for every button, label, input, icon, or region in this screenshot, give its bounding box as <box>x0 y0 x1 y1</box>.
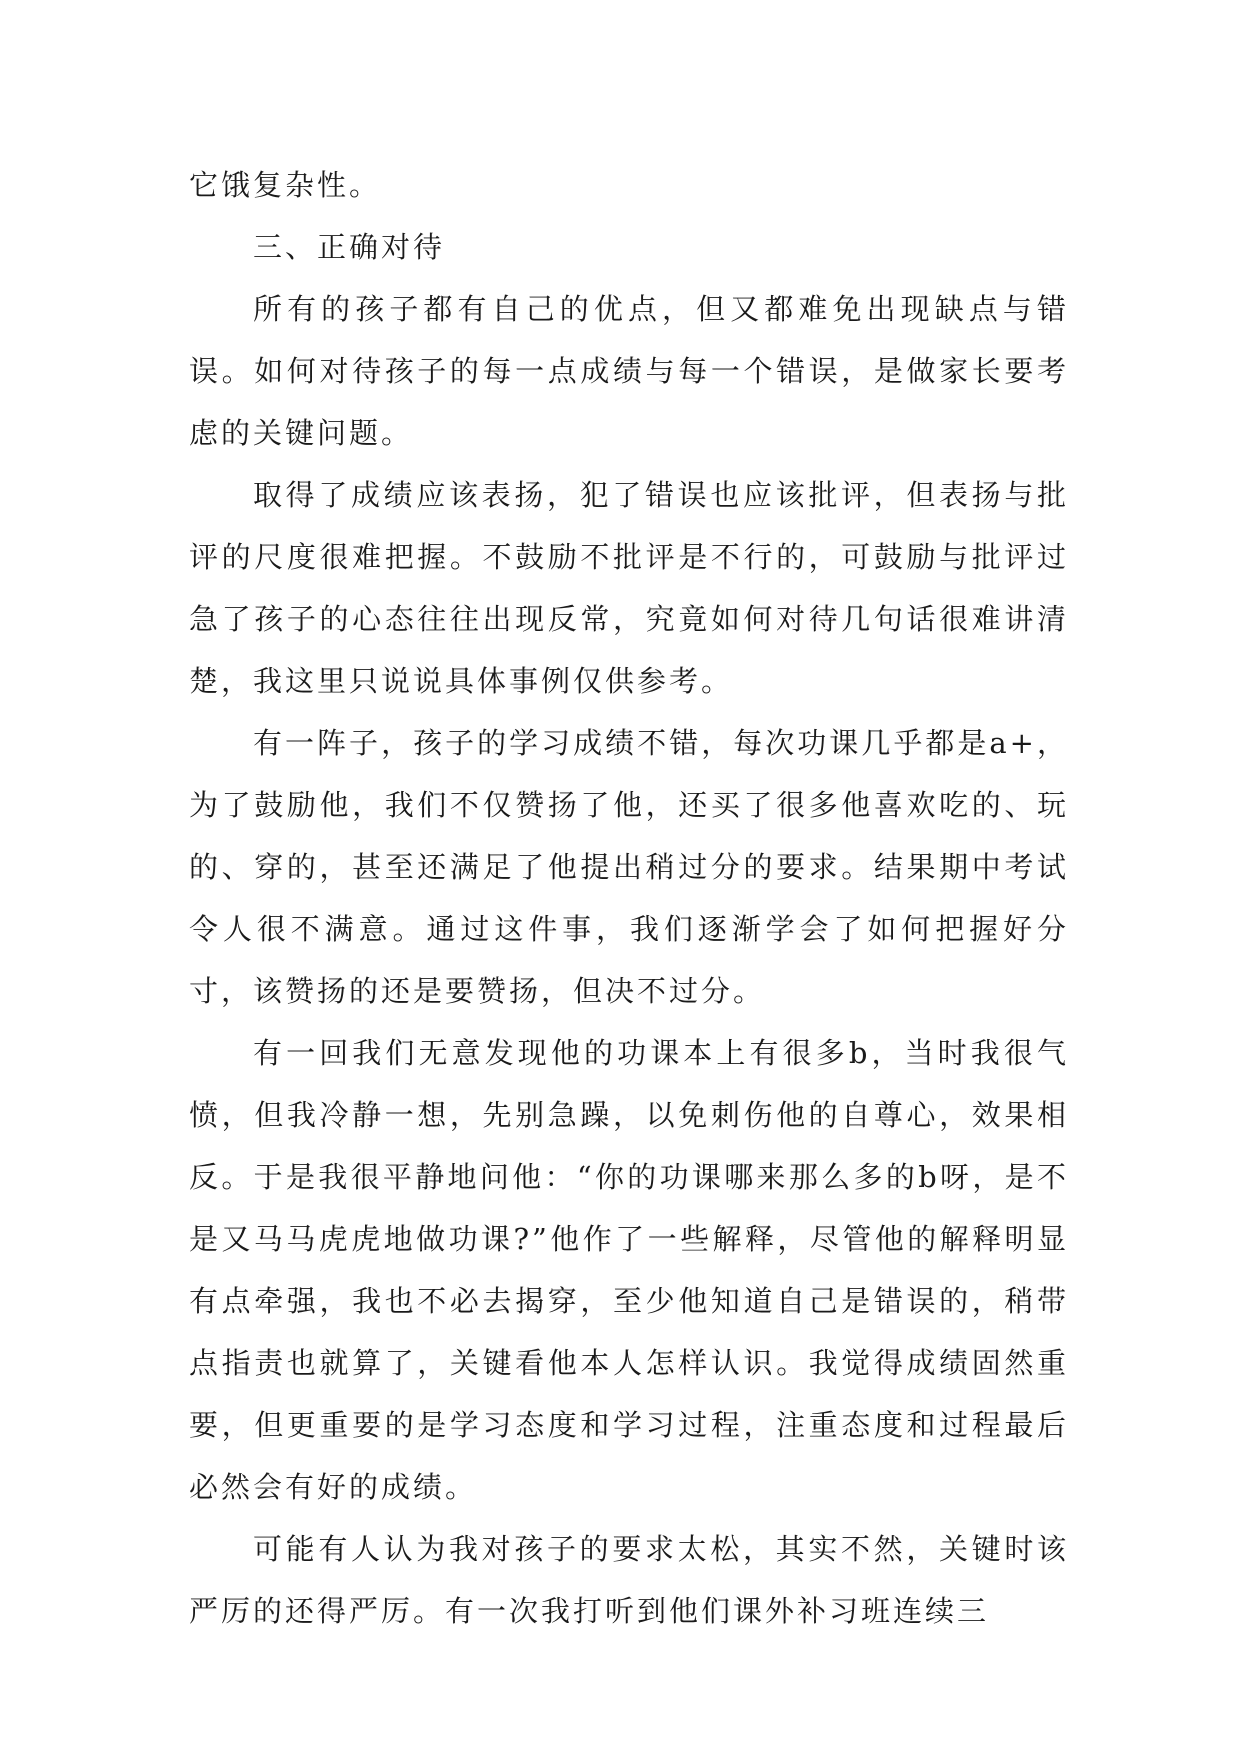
paragraph: 取得了成绩应该表扬，犯了错误也应该批评，但表扬与批评的尺度很难把握。不鼓励不批评是不行的，可鼓励与批评过急了孩子的心态往往出现反常，究竟如何对待几句话很难讲清楚，我这里只说说具体事例仅供参考。 <box>189 478 1069 698</box>
paragraph-continuation: 它饿复杂性。 <box>189 168 382 202</box>
section-heading: 三、正确对待 <box>253 230 446 264</box>
paragraph: 可能有人认为我对孩子的要求太松，其实不然，关键时该严厉的还得严厉。有一次我打听到他们课外补习班连续三 <box>189 1532 1069 1628</box>
paragraph: 所有的孩子都有自己的优点，但又都难免出现缺点与错误。如何对待孩子的每一点成绩与每一个错误，是做家长要考虑的关键问题。 <box>189 292 1069 450</box>
document-body <box>189 154 1069 1642</box>
paragraph: 有一回我们无意发现他的功课本上有很多b，当时我很气愤，但我冷静一想，先别急躁，以免刺伤他的自尊心，效果相反。于是我很平静地问他：“你的功课哪来那么多的b呀，是不是又马马虎虎地做功课?”他作了一些解释，尽管他的解释明显有点牵强，我也不必去揭穿，至少他知道自己是错误的，稍带点指责也就算了，关键看他本人怎样认识。我觉得成绩固然重要，但更重要的是学习态度和学习过程，注重态度和过程最后必然会有好的成绩。 <box>189 1036 1069 1504</box>
paragraph: 有一阵子，孩子的学习成绩不错，每次功课几乎都是a+，为了鼓励他，我们不仅赞扬了他，还买了很多他喜欢吃的、玩的、穿的，甚至还满足了他提出稍过分的要求。结果期中考试令人很不满意。通过这件事，我们逐渐学会了如何把握好分寸，该赞扬的还是要赞扬，但决不过分。 <box>189 726 1069 1008</box>
